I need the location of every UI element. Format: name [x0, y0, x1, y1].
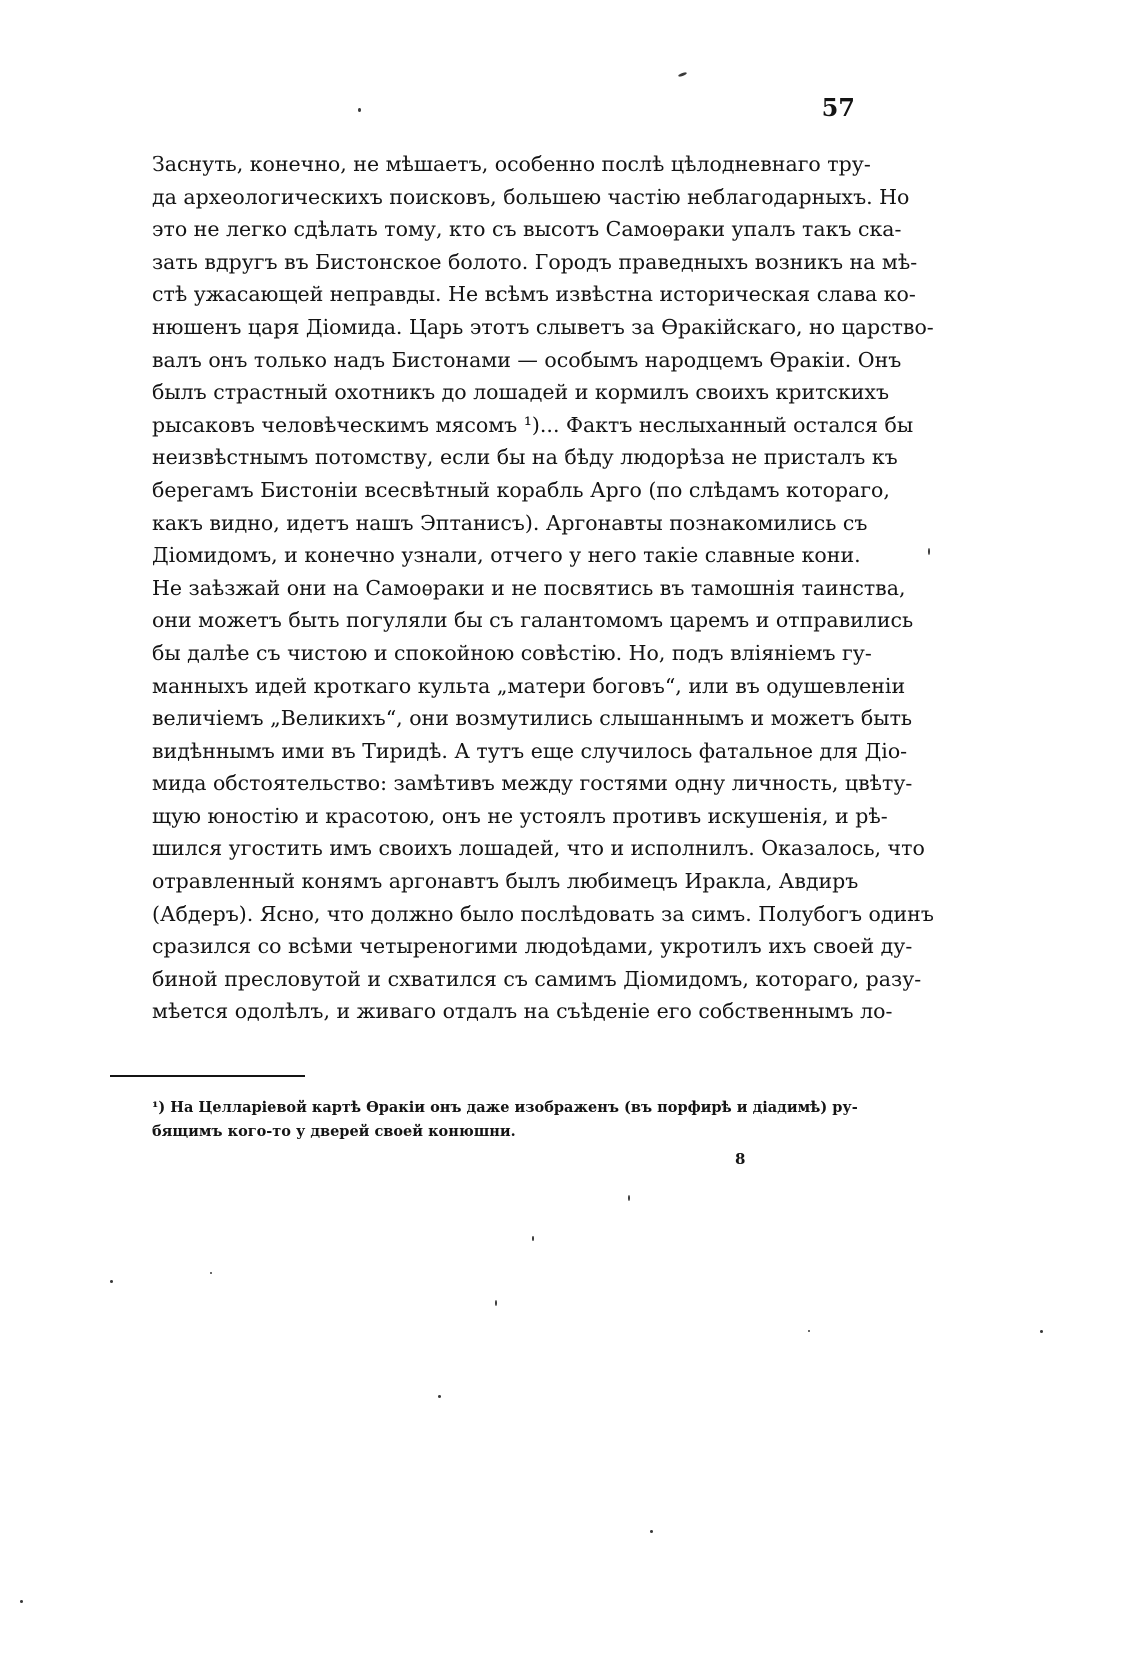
text-line: валъ онъ только надъ Бистонами — особымъ народцемъ Ѳракіи. Онъ: [152, 347, 902, 372]
text-line: да археологическихъ поисковъ, большею частію неблагодарныхъ. Но: [152, 184, 910, 209]
footnote-divider: [110, 1075, 305, 1077]
text-line: отравленный конямъ аргонавтъ былъ любимецъ Иракла, Авдиръ: [152, 869, 859, 894]
scan-speck: [650, 1530, 653, 1533]
scan-speck: [358, 108, 361, 112]
body-text: [152, 148, 934, 1028]
text-line: биной пресловутой и схватился съ самимъ Діомидомъ, котораго, разу-: [152, 966, 922, 991]
scan-speck: [210, 1272, 212, 1274]
footnote-line: бящимъ кого-то у дверей своей конюшни.: [152, 1123, 516, 1140]
text-line: видѣннымъ ими въ Тиридѣ. А тутъ еще случилось фатальное для Діо-: [152, 738, 908, 763]
text-line: (Абдеръ). Ясно, что должно было послѣдовать за симъ. Полубогъ одинъ: [152, 901, 934, 926]
text-line: какъ видно, идетъ нашъ Эптанисъ). Аргонавты познакомились съ: [152, 510, 868, 535]
scan-speck: [928, 548, 930, 555]
text-line: шился угостить имъ своихъ лошадей, что и исполнилъ. Оказалось, что: [152, 836, 925, 861]
scan-speck: [628, 1195, 630, 1201]
text-line: сразился со всѣми четырeногими людоѣдами, укротилъ ихъ своей ду-: [152, 934, 913, 959]
text-line: нюшенъ царя Діомида. Царь этотъ слыветъ за Ѳракійскаго, но царство-: [152, 314, 934, 339]
scan-speck: [495, 1300, 497, 1306]
text-line: берегамъ Бистоніи всесвѣтный корабль Арго (по слѣдамъ котораго,: [152, 477, 890, 502]
text-line: Не заѣзжай они на Самоѳраки и не посвятись въ тамошнія таинства,: [152, 575, 906, 600]
scan-speck: [1040, 1330, 1043, 1333]
scan-speck: [110, 1280, 113, 1283]
text-line: зать вдругъ въ Бистонское болото. Городъ праведныхъ возникъ на мѣ-: [152, 249, 918, 274]
text-line: они можетъ быть погуляли бы съ галантомомъ царемъ и отправились: [152, 608, 914, 633]
footnote: [152, 1096, 858, 1144]
text-line: стѣ ужасающей неправды. Не всѣмъ извѣстна историческая слава ко-: [152, 282, 916, 307]
page-number: 57: [821, 93, 855, 122]
scan-speck: [678, 72, 687, 78]
text-line: рысаковъ человѣческимъ мясомъ ¹)... Фактъ неслыханный остался бы: [152, 412, 914, 437]
text-line: Діомидомъ, и конечно узнали, отчего у него такіе славные кони.: [152, 543, 861, 568]
scan-speck: [20, 1600, 23, 1603]
text-line: былъ страстный охотникъ до лошадей и кормилъ своихъ критскихъ: [152, 380, 890, 405]
scan-speck: [532, 1236, 534, 1241]
scan-speck: [808, 1330, 810, 1332]
text-line: мѣется одолѣлъ, и живаго отдалъ на съѣденіе его собственнымъ ло-: [152, 999, 893, 1024]
text-line: бы далѣе съ чистою и спокойною совѣстію. Но, подъ вліяніемъ гу-: [152, 640, 872, 665]
text-line: манныхъ идей кроткаго культа „матери боговъ“, или въ одушевленіи: [152, 673, 906, 698]
text-line: величіемъ „Великихъ“, они возмутились слышаннымъ и можетъ быть: [152, 706, 913, 731]
text-line: мида обстоятельство: замѣтивъ между гостями одну личность, цвѣту-: [152, 771, 913, 796]
text-line: Заснуть, конечно, не мѣшаетъ, особенно послѣ цѣлодневнаго тру-: [152, 152, 871, 176]
text-line: щую юностію и красотою, онъ не устоялъ противъ искушенія, и рѣ-: [152, 803, 888, 828]
signature-mark: 8: [735, 1150, 746, 1168]
text-line: неизвѣстнымъ потомству, если бы на бѣду людорѣза не присталъ къ: [152, 445, 898, 470]
footnote-line: ¹) На Целларіевой картѣ Ѳракіи онъ даже изображенъ (въ порфирѣ и діадимѣ) ру-: [152, 1099, 858, 1116]
text-line: это не легко сдѣлать тому, кто съ высотъ Самоѳраки упалъ такъ ска-: [152, 217, 902, 242]
scan-speck: [438, 1395, 441, 1398]
